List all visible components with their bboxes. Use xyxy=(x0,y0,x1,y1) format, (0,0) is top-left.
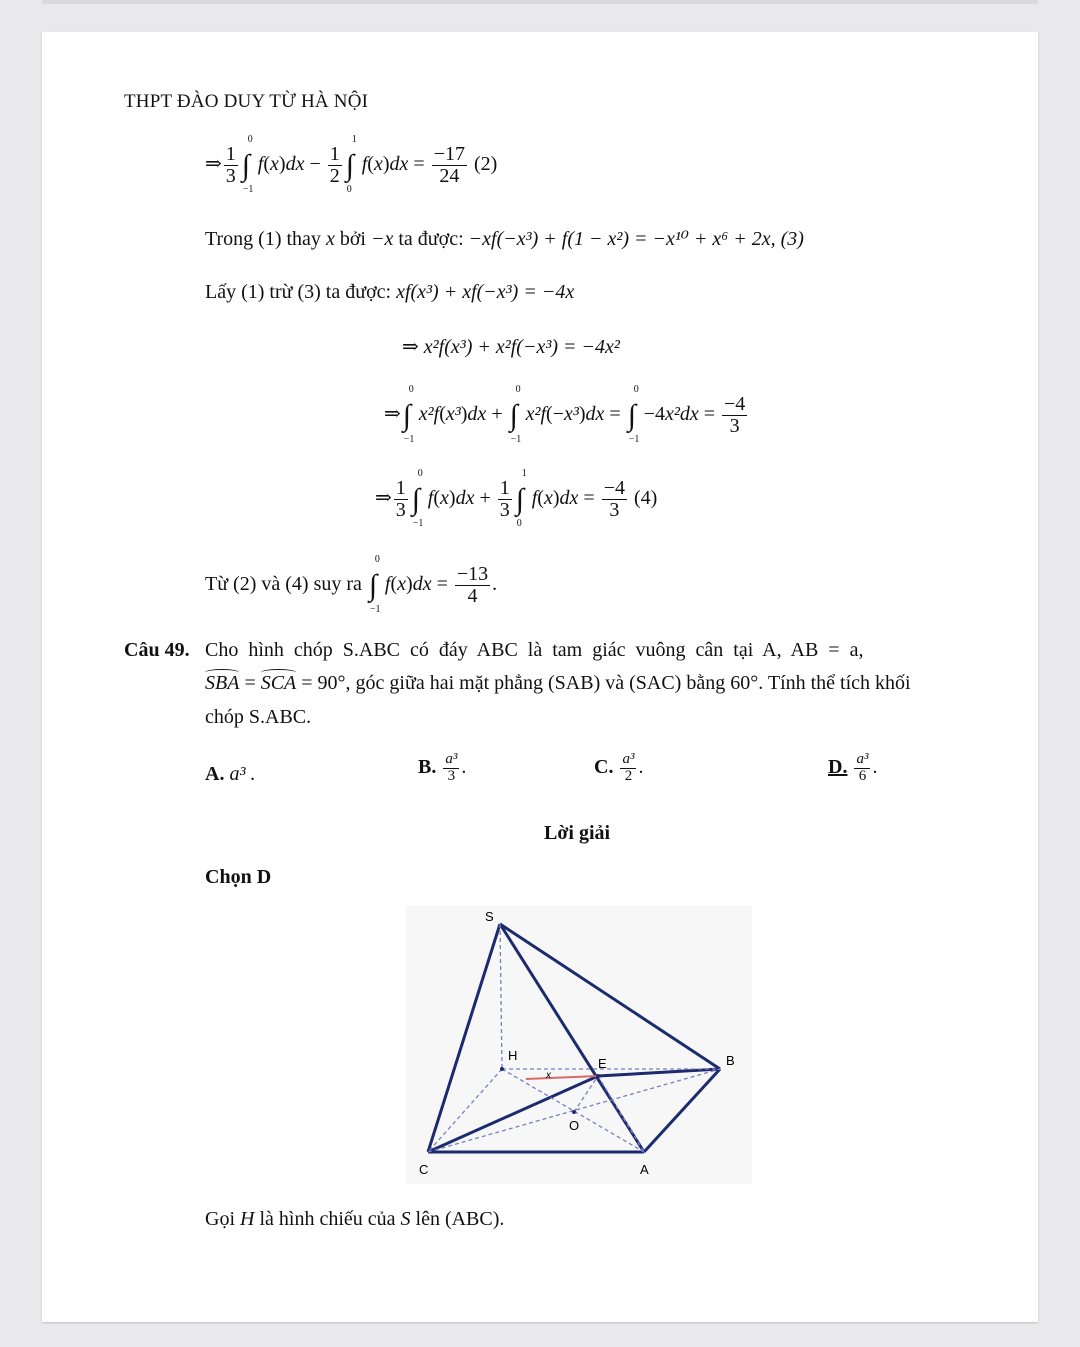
label-e: E xyxy=(598,1056,607,1071)
question-line-3: chóp S.ABC. xyxy=(205,706,312,728)
eq2-rhs-den: 24 xyxy=(439,165,460,187)
angle-sba: SBA xyxy=(205,672,240,694)
option-b-den: 3 xyxy=(447,767,456,784)
label-c: C xyxy=(419,1162,429,1177)
point-o xyxy=(572,1110,576,1114)
equation-4: ⇒ $\frac{1}{3}$ ∫ 0 −1 f(x)dx + $\frac{1}{3}$ ∫ 1 0 f(x)dx = $\frac{-4}{3}$ (4) xyxy=(375,467,658,529)
eqb-rhs-den: 3 xyxy=(729,415,740,437)
last-h: H xyxy=(240,1208,255,1230)
label-b: B xyxy=(726,1053,735,1068)
eq2-tag: (2) xyxy=(473,153,498,176)
label-h: H xyxy=(508,1048,518,1063)
point-e xyxy=(596,1074,600,1078)
option-c-letter: C. xyxy=(594,755,614,778)
option-d-num: a³ xyxy=(856,751,869,767)
point-h xyxy=(500,1067,504,1071)
tu-prefix: Từ (2) và (4) suy ra xyxy=(205,573,362,596)
trong-mid: bởi xyxy=(339,228,366,250)
label-s: S xyxy=(485,909,494,924)
option-d-den: 6 xyxy=(858,767,867,784)
tu-rhs-num: −13 xyxy=(456,563,489,585)
lay-prefix: Lấy (1) trừ (3) ta được: xyxy=(205,281,392,303)
option-a xyxy=(205,763,255,786)
last-line xyxy=(205,1208,504,1231)
trong-after: ta được: xyxy=(398,228,464,250)
eq4-rhs-num: −4 xyxy=(603,477,625,499)
label-o: O xyxy=(569,1118,580,1133)
question-label: Câu 49. xyxy=(124,639,190,661)
text-line-trong xyxy=(205,226,804,251)
question-line-2-rest: = 90°, góc giữa hai mặt phẳng (SAB) và (SAC) bằng 60°. Tính thể tích khối xyxy=(301,672,911,694)
equation-b: ⇒ ∫ 0 −1 x²f(x³)dx + ∫ 0 −1 x²f(−x³)dx = ∫ 0 −1 −4x²dx = $\frac{-4}{3}$ xyxy=(384,383,746,445)
option-c-num: a³ xyxy=(622,751,635,767)
option-b-num: a³ xyxy=(445,751,458,767)
equation-2: ⇒ $\frac{1}{3}$ ∫ 0 −1 f(x)dx − $\frac{1}{2}$ ∫ 1 0 f(x)dx = $\frac{-17}{24}$ (2) xyxy=(205,133,498,195)
last-mid: là hình chiếu của xyxy=(259,1208,396,1230)
option-b-letter: B. xyxy=(418,755,437,778)
option-c-den: 2 xyxy=(624,767,633,784)
option-b: B. $\frac{\text{a³}}{3}$ . xyxy=(418,751,467,784)
last-suffix: lên (ABC). xyxy=(415,1208,505,1230)
last-s: S xyxy=(400,1208,411,1230)
label-x: x xyxy=(546,1070,551,1081)
pyramid-figure xyxy=(406,906,752,1184)
label-a: A xyxy=(640,1162,649,1177)
text-line-lay xyxy=(205,281,574,304)
option-c: C. $\frac{\text{a³}}{2}$ . xyxy=(594,751,644,784)
option-d-letter: D. xyxy=(828,755,848,778)
question-line-1: Cho hình chóp S.ABC có đáy ABC là tam giác vuông cân tại A, AB = a, xyxy=(205,639,864,661)
top-scrollbar-edge xyxy=(42,0,1038,4)
lay-expr: xf(x³) + xf(−x³) = −4x xyxy=(396,281,575,303)
document-header: THPT ĐÀO DUY TỪ HÀ NỘI xyxy=(124,91,369,112)
solution-title: Lời giải xyxy=(544,822,611,844)
equation-a: ⇒ x²f(x³) + x²f(−x³) = −4x² xyxy=(402,336,620,358)
trong-var: x xyxy=(325,228,335,250)
question-line-2: SBA = SCA = 90°, góc giữa hai mặt phẳng (SAB) và (SAC) bằng 60°. Tính thể tích khối xyxy=(205,672,911,694)
trong-expr: −xf(−x³) + f(1 − x²) = −x¹⁰ + x⁶ + 2x, (3) xyxy=(468,228,804,250)
tu-rhs-den: 4 xyxy=(467,585,478,607)
eq4-rhs-den: 3 xyxy=(609,499,620,521)
eq4-tag: (4) xyxy=(633,487,658,510)
last-prefix: Gọi xyxy=(205,1208,235,1230)
eq2-rhs-num: −17 xyxy=(433,143,465,165)
option-a-letter: A. xyxy=(205,763,225,785)
trong-neg: −x xyxy=(370,228,394,250)
option-a-text: a³ . xyxy=(229,763,256,785)
option-d: D. $\frac{\text{a³}}{6}$ . xyxy=(828,751,878,784)
figure-background xyxy=(406,906,752,1184)
chosen-answer: Chọn D xyxy=(205,866,272,888)
eqb-rhs-num: −4 xyxy=(724,393,746,415)
trong-prefix: Trong (1) thay xyxy=(205,228,321,250)
angle-sca: SCA xyxy=(260,672,297,694)
text-line-tu: Từ (2) và (4) suy ra ∫ 0 −1 f(x)dx = $\frac{-13}{4}$ . xyxy=(205,553,498,615)
